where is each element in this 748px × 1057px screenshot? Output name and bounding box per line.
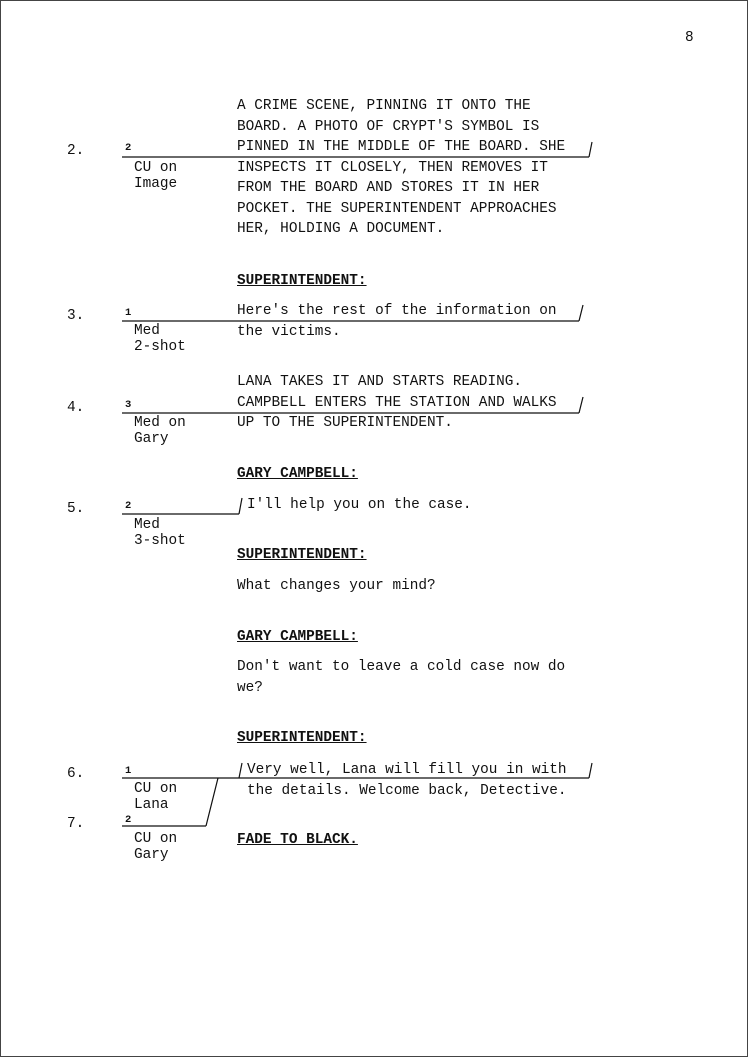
shot-note: CU on Image	[134, 160, 178, 192]
shot-note: Med on Gary	[134, 415, 186, 447]
character-superintendent-2: SUPERINTENDENT:	[237, 547, 367, 563]
shot-number: 6.	[67, 766, 85, 782]
shot-number: 4.	[67, 400, 85, 416]
character-gary-1: GARY CAMPBELL:	[237, 466, 358, 482]
action-lana-reading: LANA TAKES IT AND STARTS READING. CAMPBELL ENTERS THE STATION AND WALKS UP TO THE SUPERINTENDENT.	[237, 374, 557, 431]
shot-take: 1	[125, 307, 132, 319]
shot-number: 7.	[67, 816, 85, 832]
shot-note: Med 2-shot	[134, 323, 186, 355]
shot-tick	[579, 397, 583, 413]
shot-take: 2	[125, 500, 132, 512]
shot-note: CU on Gary	[134, 831, 178, 863]
action-crime-scene: A CRIME SCENE, PINNING IT ONTO THE BOARD. A PHOTO OF CRYPT'S SYMBOL IS PINNED IN THE MIDDLE OF THE BOARD. SHE INSPECTS IT CLOSELY, THEN REMOVES IT FROM THE BOARD AND STORES IT IN HER POCKET. THE SUPERINTENDENT APPROACHES HER, HOLDING A DOCUMENT.	[237, 98, 566, 237]
shot-tick	[589, 142, 592, 157]
shot-number: 3.	[67, 308, 85, 324]
shot-take: 2	[125, 142, 132, 154]
shot-take: 2	[125, 814, 132, 826]
character-superintendent-1: SUPERINTENDENT:	[237, 273, 367, 289]
shot-tick	[239, 498, 242, 514]
shot-tick	[206, 778, 218, 826]
shot-tick	[579, 305, 583, 321]
character-gary-2: GARY CAMPBELL:	[237, 629, 358, 645]
page-number: 8	[685, 30, 694, 46]
shot-take: 3	[125, 399, 132, 411]
transition-fade: FADE TO BLACK.	[237, 832, 358, 848]
dialogue-very-well: Very well, Lana will fill you in with the details. Welcome back, Detective.	[247, 762, 567, 799]
dialogue-help-case: I'll help you on the case.	[247, 497, 472, 513]
dialogue-information: Here's the rest of the information on the victims.	[237, 303, 557, 340]
dialogue-cold-case: Don't want to leave a cold case now do we?	[237, 659, 566, 696]
shot-take: 1	[125, 765, 132, 777]
shot-number: 2.	[67, 143, 85, 159]
dialogue-changes-mind: What changes your mind?	[237, 578, 436, 594]
shot-number: 5.	[67, 501, 85, 517]
character-superintendent-3: SUPERINTENDENT:	[237, 730, 367, 746]
shot-note: CU on Lana	[134, 781, 178, 813]
shot-note: Med 3-shot	[134, 517, 186, 549]
shot-tick	[589, 763, 592, 778]
shot-tick	[239, 763, 242, 778]
